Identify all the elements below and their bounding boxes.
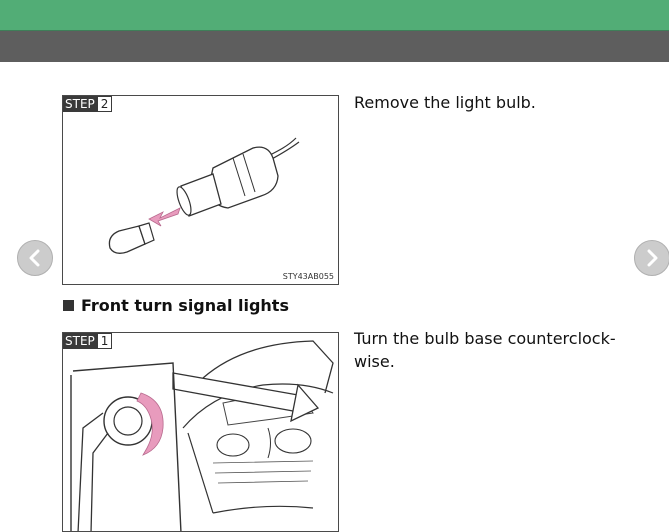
step-label bbox=[63, 96, 112, 112]
step-word: STEP bbox=[65, 97, 95, 111]
square-bullet-icon bbox=[63, 300, 74, 311]
toolbar bbox=[0, 30, 669, 62]
prev-page-button[interactable] bbox=[17, 240, 53, 276]
step-word: STEP bbox=[65, 334, 95, 348]
car-headlight-illustration bbox=[63, 333, 339, 532]
step-instruction: Remove the light bulb. bbox=[354, 93, 536, 112]
step-instruction: Turn the bulb base counterclock-wise. bbox=[354, 329, 616, 371]
app-header-bar bbox=[0, 0, 669, 30]
step-number: 2 bbox=[97, 96, 113, 112]
figure-turn-bulb-base bbox=[62, 332, 339, 532]
step-label bbox=[63, 333, 112, 349]
figure-remove-bulb bbox=[62, 95, 339, 285]
chevron-left-icon bbox=[27, 248, 43, 268]
section-heading bbox=[63, 296, 289, 315]
chevron-right-icon bbox=[644, 248, 660, 268]
section-title: Front turn signal lights bbox=[81, 296, 289, 315]
bulb-removal-illustration bbox=[63, 96, 339, 285]
next-page-button[interactable] bbox=[634, 240, 669, 276]
step-number: 1 bbox=[97, 333, 113, 349]
figure-code: STY43AB055 bbox=[282, 272, 334, 281]
